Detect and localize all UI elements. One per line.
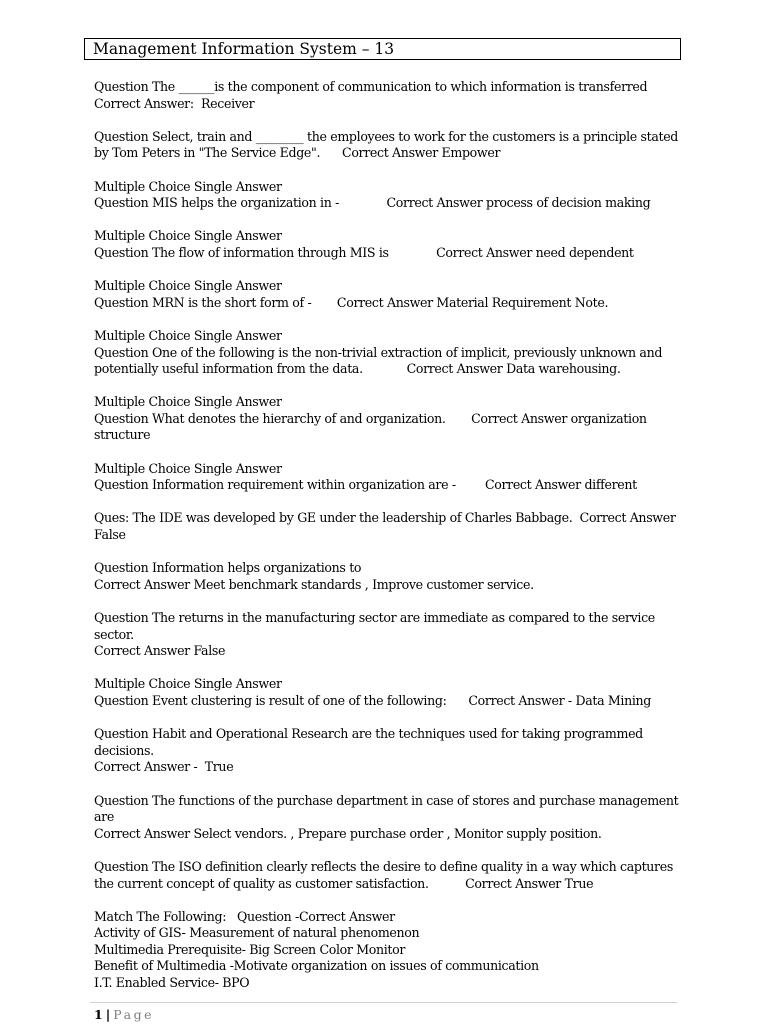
text-line: Question Information requirement within organization are - Correct Answer different [94,477,637,493]
text-line: Multiple Choice Single Answer [94,178,282,194]
text-line: Correct Answer False [94,643,226,659]
text-line: Multiple Choice Single Answer [94,228,282,244]
page-title: Management Information System – 13 [84,38,681,60]
text-line: Benefit of Multimedia -Motivate organization on issues of communication [94,958,539,974]
text-line: by Tom Peters in "The Service Edge". Correct Answer Empower [94,145,501,161]
text-line: Multiple Choice Single Answer [94,327,282,343]
text-line: I.T. Enabled Service- BPO [94,975,250,991]
text-line: Question Select, train and ________ the employees to work for the customers is a principle stated [94,128,679,144]
text-line: potentially useful information from the data. Correct Answer Data warehousing. [94,361,621,377]
text-line: Multiple Choice Single Answer [94,278,282,294]
text-line: Question The returns in the manufacturing sector are immediate as compared to the service [94,610,655,625]
text-line: Question The flow of information through MIS is Correct Answer need dependent [94,244,634,260]
qa-block [94,676,674,709]
footer-separator: | [105,1007,111,1022]
page-number: 1 [94,1007,103,1022]
qa-block [94,909,674,992]
text-line: Multiple Choice Single Answer [94,394,282,410]
qa-block [94,228,674,261]
qa-block [94,726,674,776]
text-line: Ques: The IDE was developed by GE under the leadership of Charles Babbage. Correct Answer [94,510,676,526]
text-line: Correct Answer - True [94,759,234,775]
qa-block [94,510,674,543]
qa-block [94,792,679,843]
qa-block [94,610,674,660]
qa-block [94,128,679,162]
qa-block [94,278,674,311]
text-line: Question The ISO definition clearly reflects the desire to define quality in a way which captures [94,858,673,874]
text-line: Multiple Choice Single Answer [94,676,282,692]
text-line: False [94,527,126,543]
text-line: Correct Answer Select vendors. , Prepare purchase order , Monitor supply position. [94,825,602,841]
qa-block [94,79,674,112]
text-line: Correct Answer: Receiver [94,95,255,111]
text-line: decisions. [94,742,154,758]
text-line: structure [94,427,151,443]
text-line: Match The Following: Question -Correct Answer [94,908,395,924]
qa-block [94,179,674,212]
qa-block [94,394,674,444]
text-line: Question Habit and Operational Research are the techniques used for taking programmed [94,726,643,742]
text-line: Multimedia Prerequisite- Big Screen Color Monitor [94,941,406,957]
page-footer [94,1007,154,1023]
text-line: Question MRN is the short form of - Correct Answer Material Requirement Note. [94,294,609,310]
text-line: Question The ______is the component of communication to which information is transferred [94,79,648,94]
text-line: sector. [94,626,134,642]
text-line: Activity of GIS- Measurement of natural phenomenon [94,925,420,941]
text-line: Question Event clustering is result of one of the following: Correct Answer - Data Mining [94,692,652,708]
text-line: Question MIS helps the organization in - Correct Answer process of decision making [94,195,651,211]
text-line: Question The functions of the purchase department in case of stores and purchase management [94,792,679,808]
text-line: Question What denotes the hierarchy of and organization. Correct Answer organization [94,410,647,426]
text-line: Question Information helps organizations to [94,560,362,576]
qa-block [94,461,674,494]
qa-block [94,328,674,378]
qa-block [94,859,674,892]
qa-block [94,560,674,593]
text-line: Question One of the following is the non-trivial extraction of implicit, previously unknown and [94,344,663,360]
text-line: Correct Answer Meet benchmark standards , Improve customer service. [94,576,534,592]
page-label: Page [113,1007,154,1022]
text-line: are [94,809,114,825]
footer-divider [90,1002,677,1003]
document-body [94,79,679,1008]
text-line: Multiple Choice Single Answer [94,460,282,476]
text-line: the current concept of quality as customer satisfaction. Correct Answer True [94,875,594,891]
